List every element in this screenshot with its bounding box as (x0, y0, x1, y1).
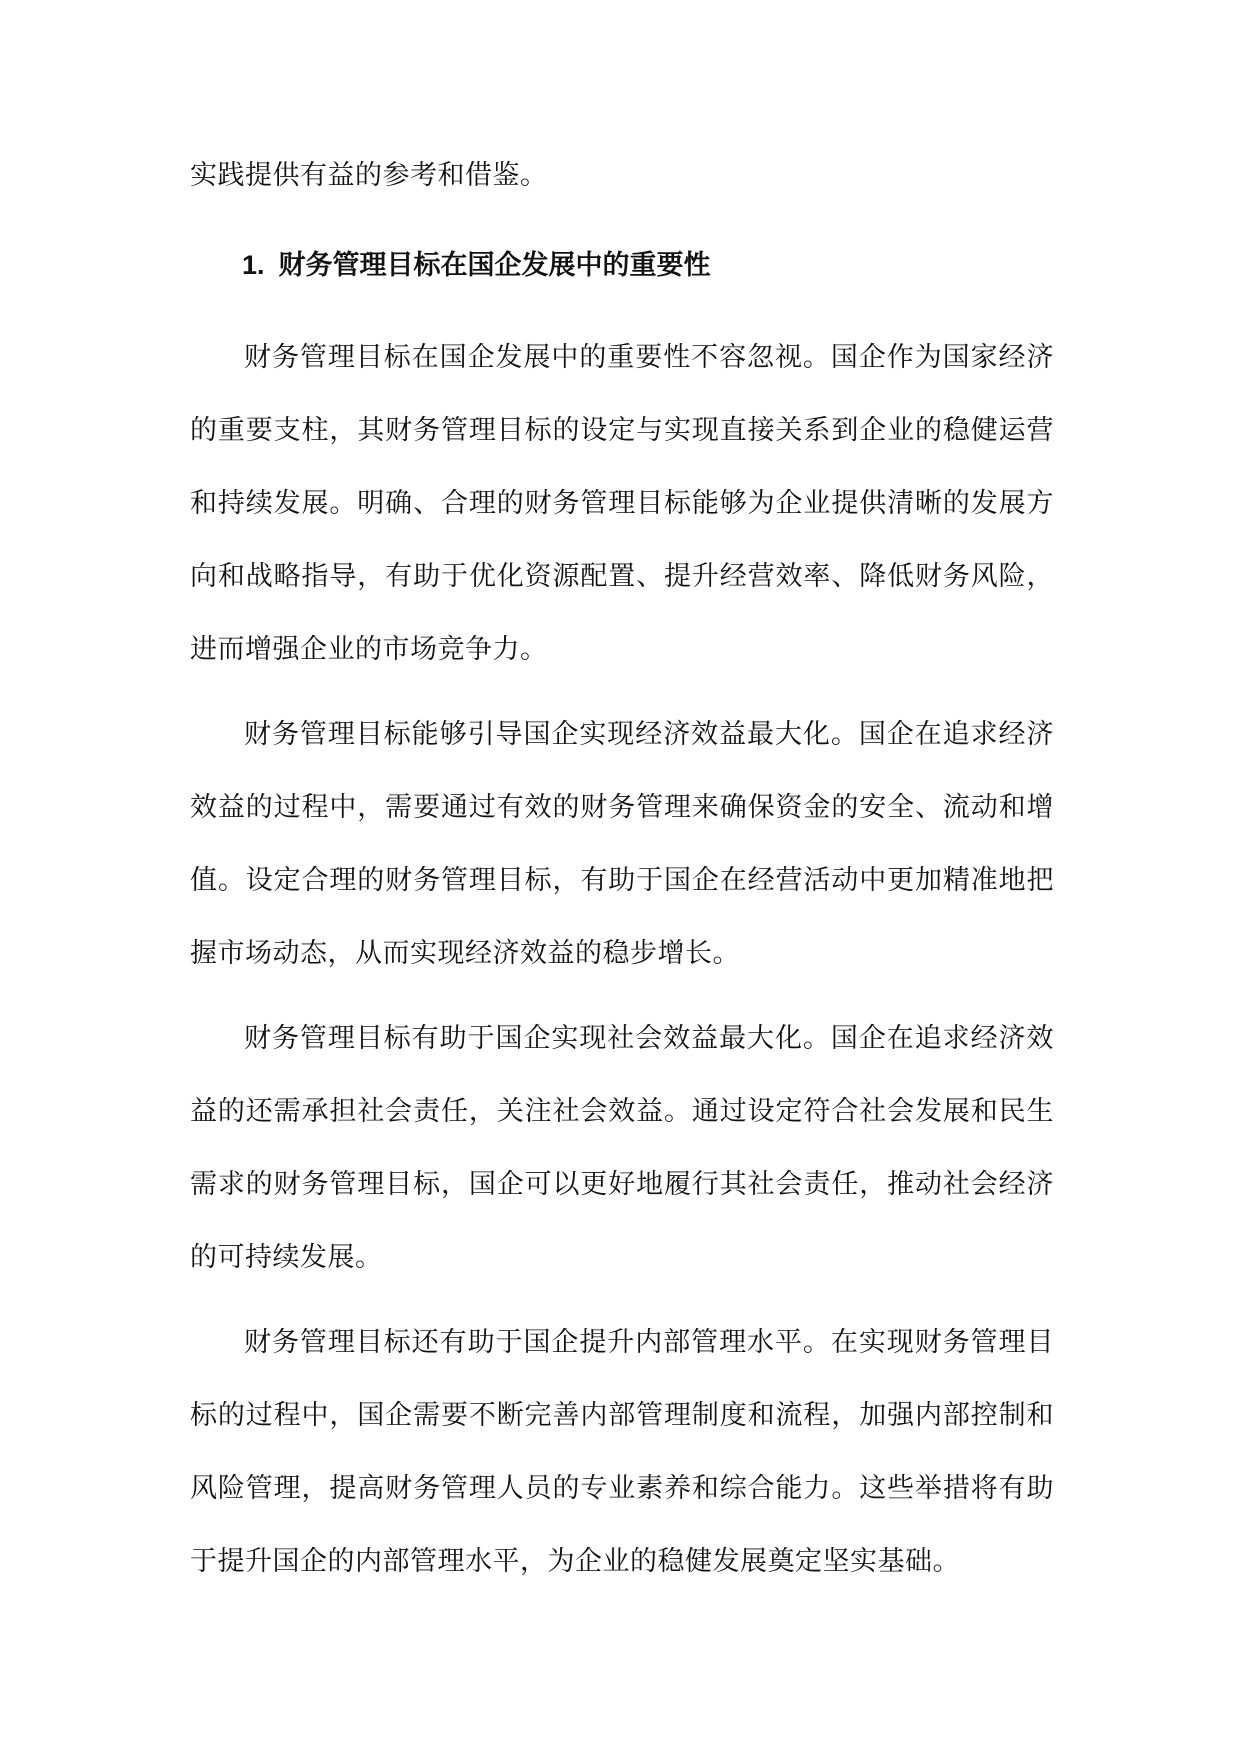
paragraph-social-benefit: 财务管理目标有助于国企实现社会效益最大化。国企在追求经济效益的还需承担社会责任，关注社会效益。通过设定符合社会发展和民生需求的财务管理目标，国企可以更好地履行其社会责任，推动社会经济的可持续发展。 (190, 1023, 1054, 1273)
paragraph-importance: 财务管理目标在国企发展中的重要性不容忽视。国企作为国家经济的重要支柱，其财务管理目标的设定与实现直接关系到企业的稳健运营和持续发展。明确、合理的财务管理目标能够为企业提供清晰的发展方向和战略指导，有助于优化资源配置、提升经营效率、降低财务风险，进而增强企业的市场竞争力。 (190, 342, 1054, 665)
section-heading (242, 245, 711, 286)
paragraph-economic-benefit: 财务管理目标能够引导国企实现经济效益最大化。国企在追求经济效益的过程中，需要通过有效的财务管理来确保资金的安全、流动和增值。设定合理的财务管理目标，有助于国企在经营活动中更加精准地把握市场动态，从而实现经济效益的稳步增长。 (190, 719, 1054, 969)
section-number: 1. (242, 250, 265, 280)
section-title: 财务管理目标在国企发展中的重要性 (278, 250, 711, 281)
continued-paragraph: 实践提供有益的参考和借鉴。 (190, 160, 548, 191)
paragraph-internal-management: 财务管理目标还有助于国企提升内部管理水平。在实现财务管理目标的过程中，国企需要不断完善内部管理制度和流程，加强内部控制和风险管理，提高财务管理人员的专业素养和综合能力。这些举措将有助于提升国企的内部管理水平，为企业的稳健发展奠定坚实基础。 (190, 1327, 1054, 1577)
